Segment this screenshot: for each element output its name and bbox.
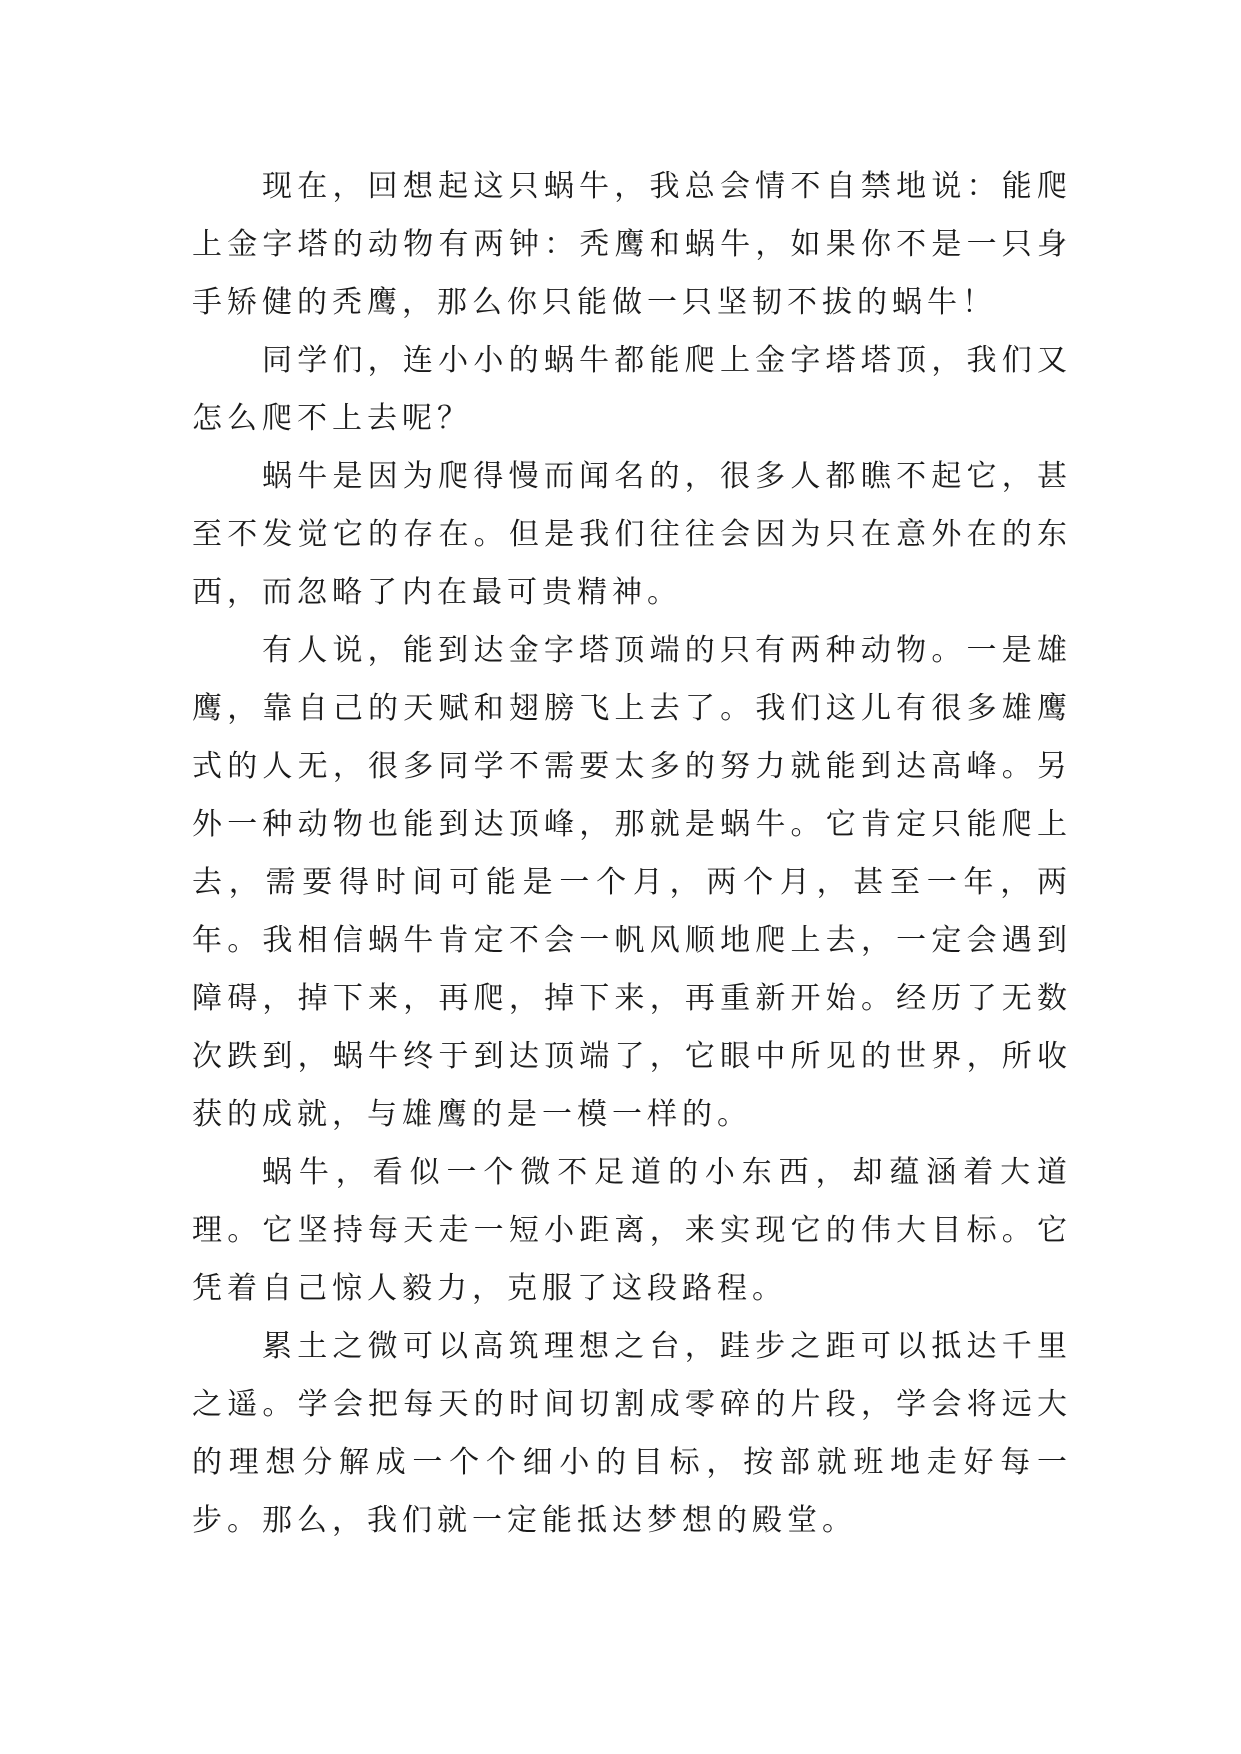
document-body bbox=[192, 158, 1072, 1550]
paragraph: 有人说，能到达金字塔顶端的只有两种动物。一是雄鹰，靠自己的天赋和翅膀飞上去了。我们这儿有很多雄鹰式的人无，很多同学不需要太多的努力就能到达高峰。另外一种动物也能到达顶峰，那就是蜗牛。它肯定只能爬上去，需要得时间可能是一个月，两个月，甚至一年，两年。我相信蜗牛肯定不会一帆风顺地爬上去，一定会遇到障碍，掉下来，再爬，掉下来，再重新开始。经历了无数次跌到，蜗牛终于到达顶端了，它眼中所见的世界，所收获的成就，与雄鹰的是一模一样的。 bbox=[192, 633, 1072, 1132]
paragraph: 蜗牛，看似一个微不足道的小东西，却蕴涵着大道理。它坚持每天走一短小距离，来实现它的伟大目标。它凭着自己惊人毅力，克服了这段路程。 bbox=[192, 1155, 1072, 1306]
paragraph: 同学们，连小小的蜗牛都能爬上金字塔塔顶，我们又怎么爬不上去呢？ bbox=[192, 343, 1072, 436]
paragraph: 蜗牛是因为爬得慢而闻名的，很多人都瞧不起它，甚至不发觉它的存在。但是我们往往会因为只在意外在的东西，而忽略了内在最可贵精神。 bbox=[192, 459, 1072, 610]
paragraph: 现在，回想起这只蜗牛，我总会情不自禁地说：能爬上金字塔的动物有两钟：秃鹰和蜗牛，如果你不是一只身手矫健的秃鹰，那么你只能做一只坚韧不拔的蜗牛！ bbox=[192, 169, 1072, 320]
paragraph: 累土之微可以高筑理想之台，跬步之距可以抵达千里之遥。学会把每天的时间切割成零碎的片段，学会将远大的理想分解成一个个细小的目标，按部就班地走好每一步。那么，我们就一定能抵达梦想的殿堂。 bbox=[192, 1329, 1072, 1538]
